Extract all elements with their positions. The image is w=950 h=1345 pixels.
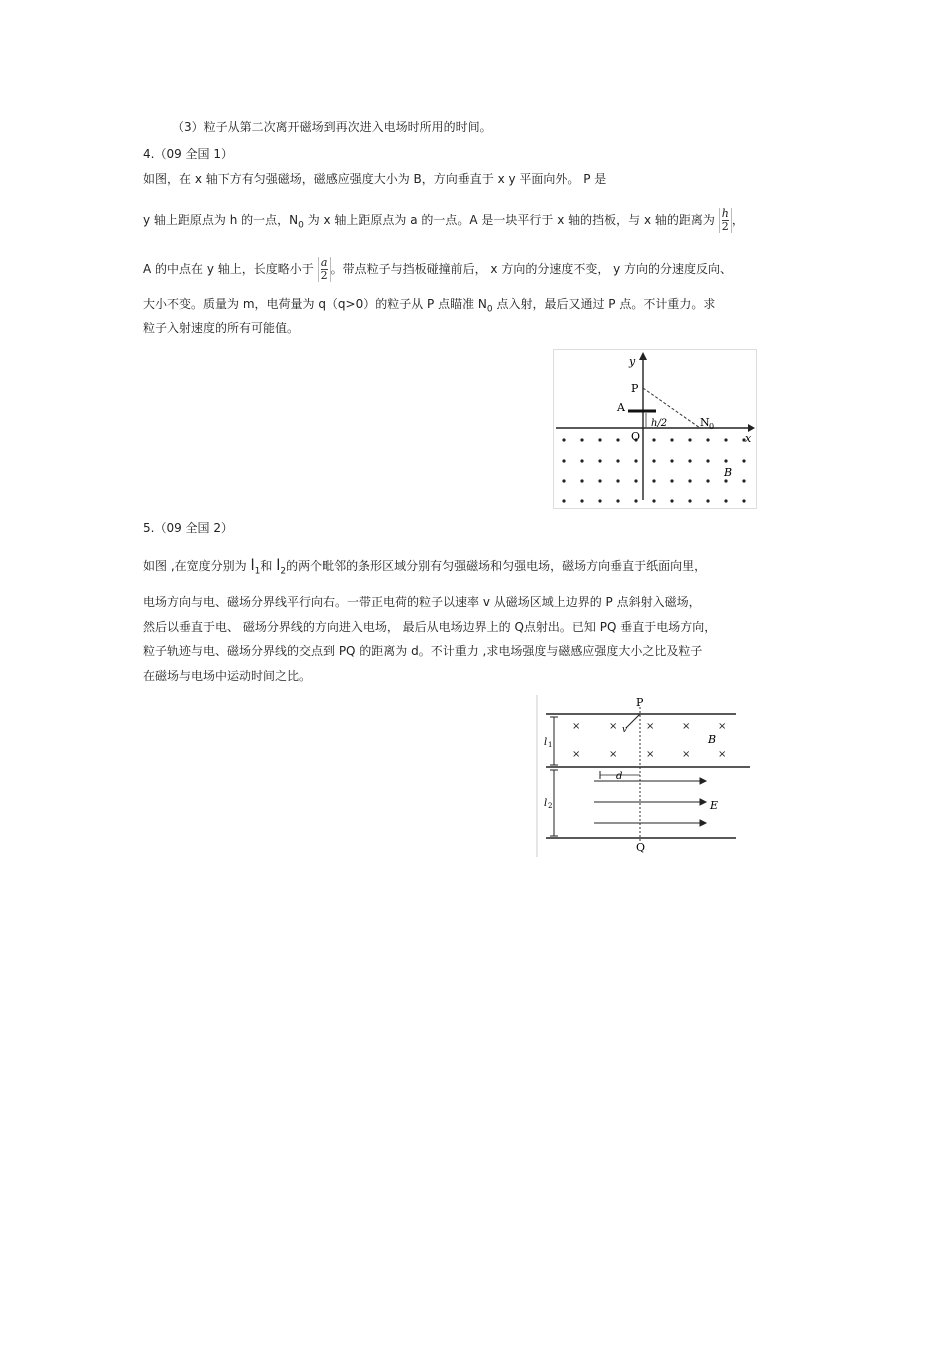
field-crosses <box>572 721 726 760</box>
p5-l1-sub: 1 <box>254 566 261 577</box>
figure-problem-4 <box>553 349 757 509</box>
label-l1-sub: 1 <box>548 741 553 749</box>
p4-line4-sub: 0 <box>486 304 493 315</box>
cross: × <box>646 749 655 760</box>
y-axis-arrow <box>639 352 647 360</box>
figure-problem-5 <box>536 695 755 857</box>
p5-l1: l <box>250 556 255 574</box>
p5-l2-sub: 2 <box>280 566 287 577</box>
label-l2: l <box>544 798 548 809</box>
fraction-h-over-2 <box>719 208 732 233</box>
x-axis-arrow <box>748 424 755 432</box>
p4-line2-sub: 0 <box>298 220 304 231</box>
p5-line1-a: 如图 ,在宽度分别为 <box>143 559 247 573</box>
velocity-arrow <box>626 714 640 728</box>
p4-heading: 4.（09 全国 1） <box>143 147 233 161</box>
p4-line2-a: y 轴上距原点为 h 的一点，N <box>143 213 299 227</box>
label-h2: h/2 <box>651 418 668 429</box>
frac2-num: a <box>320 256 328 269</box>
label-l1: l <box>544 737 548 748</box>
label-N0: N <box>700 416 710 429</box>
label-P: P <box>631 382 639 395</box>
label-A: A <box>617 401 625 414</box>
cross: × <box>609 721 618 732</box>
label-P: P <box>636 696 644 709</box>
figure-4-svg <box>554 350 756 508</box>
q3-text: （3）粒子从第二次离开磁场到再次进入电场时所用的时间。 <box>172 120 492 134</box>
p4-line3-a: A 的中点在 y 轴上，长度略小于 <box>143 262 314 276</box>
p5-line1-c: 的两个毗邻的条形区域分别有匀强磁场和匀强电场，磁场方向垂直于纸面向里， <box>286 559 707 573</box>
frac2-den: 2 <box>320 269 328 282</box>
label-N0-sub: 0 <box>709 422 715 431</box>
cross: × <box>646 721 655 732</box>
p5-line3: 然后以垂直于电、 磁场分界线的方向进入电场， 最后从电场边界上的 Q点射出。已知 PQ 垂直于电场方向， <box>143 620 717 634</box>
cross: × <box>682 749 691 760</box>
p4-line4-a: 大小不变。质量为 m，电荷量为 q（q>0）的粒子从 P 点瞄准 N <box>143 297 487 311</box>
p4-line4-b: 点入射，最后又通过 P 点。不计重力。求 <box>492 297 716 311</box>
cross: × <box>609 749 618 760</box>
p4-line2 <box>143 208 744 233</box>
field-dots <box>562 438 745 502</box>
p5-l2: l <box>276 556 281 574</box>
label-v: v <box>622 725 628 735</box>
p5-line1 <box>143 557 706 579</box>
label-d: d <box>616 771 623 782</box>
label-y: y <box>629 355 636 368</box>
label-x: x <box>745 432 752 445</box>
fraction-a-over-2 <box>318 257 331 282</box>
figure-5-svg <box>536 695 755 857</box>
cross: × <box>682 721 691 732</box>
cross: × <box>718 749 727 760</box>
label-E: E <box>710 799 719 812</box>
label-Q: Q <box>636 841 646 854</box>
frac1-den: 2 <box>721 220 729 233</box>
p5-line1-b: 和 <box>260 559 273 573</box>
electric-field-lines <box>594 778 706 826</box>
cross: × <box>572 721 581 732</box>
p4-line4 <box>143 296 715 317</box>
cross: × <box>572 749 581 760</box>
label-l2-sub: 2 <box>548 802 553 810</box>
p4-line1: 如图，在 x 轴下方有匀强磁场，磁感应强度大小为 B，方向垂直于 x y 平面向外。 P 是 <box>143 172 607 186</box>
p5-line2: 电场方向与电、磁场分界线平行向右。一带正电荷的粒子以速率 v 从磁场区域上边界的 P 点斜射入磁场， <box>143 595 701 609</box>
cross: × <box>718 721 727 732</box>
p5-line5: 在磁场与电场中运动时间之比。 <box>143 669 312 683</box>
p4-line2-end: ， <box>731 213 744 227</box>
label-O: O <box>631 430 641 443</box>
p4-line3-b: 。带点粒子与挡板碰撞前后， x 方向的分速度不变， y 方向的分速度反向、 <box>330 262 733 276</box>
label-B: B <box>708 733 717 746</box>
p4-line5: 粒子入射速度的所有可能值。 <box>143 321 300 335</box>
frac1-num: h <box>721 207 729 220</box>
label-B: B <box>724 466 733 479</box>
p4-line3 <box>143 257 732 282</box>
p5-line4: 粒子轨迹与电、磁场分界线的交点到 PQ 的距离为 d。不计重力 ,求电场强度与磁感应强度大小之比及粒子 <box>143 644 703 658</box>
p4-line2-b: 为 x 轴上距原点为 a 的一点。A 是一块平行于 x 轴的挡板，与 x 轴的距离为 <box>303 213 715 227</box>
p5-heading: 5.（09 全国 2） <box>143 521 233 535</box>
